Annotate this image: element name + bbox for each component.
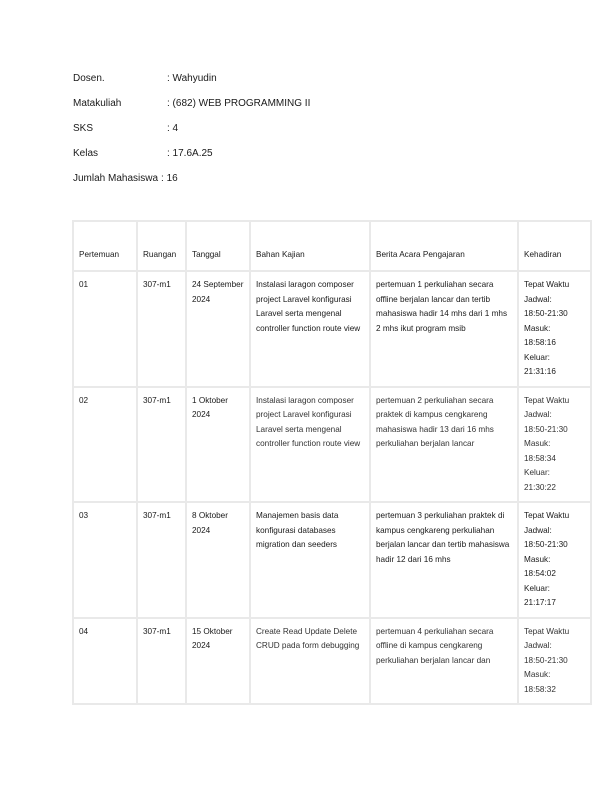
kehadiran-masuk-label: Masuk: <box>524 554 551 564</box>
cell-tanggal: 15 Oktober 2024 <box>186 618 250 705</box>
cell-tanggal: 1 Oktober 2024 <box>186 387 250 503</box>
header-bahan-kajian: Bahan Kajian <box>250 221 370 271</box>
info-value: : Wahyudin <box>167 73 217 84</box>
info-matakuliah <box>73 97 311 122</box>
kehadiran-jadwal-value: 18:50-21:30 <box>524 309 568 318</box>
info-value: : 17.6A.25 <box>167 148 213 159</box>
cell-berita-acara: pertemuan 4 perkuliahan secara offline di kampus cengkareng perkuliahan berjalan lancar dan <box>370 618 518 705</box>
kehadiran-masuk-label: Masuk: <box>524 323 551 333</box>
table-row <box>73 387 591 503</box>
kehadiran-jadwal-label: Jadwal: <box>524 641 552 650</box>
cell-pertemuan: 03 <box>73 502 137 618</box>
kehadiran-jadwal-label: Jadwal: <box>524 525 552 535</box>
header-tanggal: Tanggal <box>186 221 250 271</box>
info-label: Kelas <box>73 148 99 159</box>
cell-bahan-kajian: Instalasi laragon composer project Laravel konfigurasi Laravel serta mengenal controller function route view <box>250 271 370 387</box>
info-dosen <box>73 72 217 97</box>
kehadiran-masuk-value: 18:58:32 <box>524 684 556 694</box>
cell-tanggal: 24 September 2024 <box>186 271 250 387</box>
cell-tanggal: 8 Oktober 2024 <box>186 502 250 618</box>
cell-ruangan: 307-m1 <box>137 618 186 705</box>
kehadiran-status: Tepat Waktu <box>524 626 570 636</box>
info-value: : (682) WEB PROGRAMMING II <box>167 98 311 109</box>
kehadiran-keluar-label: Keluar: <box>524 583 550 593</box>
info-value: : 4 <box>167 123 179 134</box>
header-ruangan: Ruangan <box>137 221 186 271</box>
info-label: SKS <box>73 123 94 134</box>
kehadiran-masuk-value: 18:54:02 <box>524 569 556 578</box>
kehadiran-jadwal-label: Jadwal: <box>524 294 552 304</box>
table-row <box>73 618 591 705</box>
cell-ruangan: 307-m1 <box>137 502 186 618</box>
info-label: Dosen. <box>73 73 105 84</box>
cell-kehadiran <box>518 502 591 618</box>
kehadiran-masuk-label: Masuk: <box>524 439 551 448</box>
info-kelas <box>73 147 213 172</box>
kehadiran-jadwal-value: 18:50-21:30 <box>524 424 568 434</box>
kehadiran-keluar-value: 21:31:16 <box>524 367 556 376</box>
kehadiran-status: Tepat Waktu <box>524 511 570 520</box>
header-berita-acara: Berita Acara Pengajaran <box>370 221 518 271</box>
kehadiran-masuk-label: Masuk: <box>524 670 551 679</box>
cell-berita-acara: pertemuan 3 perkuliahan praktek di kampus cengkareng perkuliahan berjalan lancar dan tertib mahasiswa hadir 12 dari 16 mhs <box>370 502 518 618</box>
table-header-row <box>73 221 591 271</box>
cell-kehadiran <box>518 387 591 503</box>
info-label: Jumlah Mahasiswa <box>73 173 159 184</box>
cell-bahan-kajian: Create Read Update Delete CRUD pada form debugging <box>250 618 370 705</box>
kehadiran-keluar-label: Keluar: <box>524 468 550 477</box>
kehadiran-keluar-value: 21:17:17 <box>524 598 556 607</box>
kehadiran-status: Tepat Waktu <box>524 280 570 289</box>
info-value: : 16 <box>161 173 178 184</box>
header-pertemuan: Pertemuan <box>73 221 137 271</box>
cell-ruangan: 307-m1 <box>137 387 186 503</box>
kehadiran-keluar-value: 21:30:22 <box>524 482 556 492</box>
info-jumlah-mahasiswa <box>73 172 178 197</box>
cell-kehadiran <box>518 618 591 705</box>
cell-pertemuan: 04 <box>73 618 137 705</box>
cell-pertemuan: 02 <box>73 387 137 503</box>
cell-berita-acara: pertemuan 2 perkuliahan secara praktek di kampus cengkareng mahasiswa hadir 13 dari 16 mhs perkuliahan berjalan lancar <box>370 387 518 503</box>
cell-bahan-kajian: Instalasi laragon composer project Laravel konfigurasi Laravel serta mengenal controller function route view <box>250 387 370 503</box>
cell-berita-acara: pertemuan 1 perkuliahan secara offline berjalan lancar dan tertib mahasiswa hadir 14 mhs dari 1 mhs 2 mhs ikut program msib <box>370 271 518 387</box>
course-info <box>73 72 311 197</box>
kehadiran-keluar-label: Keluar: <box>524 352 550 362</box>
header-kehadiran: Kehadiran <box>518 221 591 271</box>
kehadiran-masuk-value: 18:58:34 <box>524 453 556 463</box>
kehadiran-status: Tepat Waktu <box>524 395 570 405</box>
cell-kehadiran <box>518 271 591 387</box>
info-sks <box>73 122 178 147</box>
kehadiran-jadwal-value: 18:50-21:30 <box>524 655 568 665</box>
kehadiran-masuk-value: 18:58:16 <box>524 338 556 347</box>
info-label: Matakuliah <box>73 98 122 109</box>
kehadiran-jadwal-label: Jadwal: <box>524 410 552 419</box>
cell-ruangan: 307-m1 <box>137 271 186 387</box>
kehadiran-jadwal-value: 18:50-21:30 <box>524 540 568 549</box>
attendance-table <box>72 220 592 705</box>
table-row <box>73 502 591 618</box>
table-row <box>73 271 591 387</box>
cell-pertemuan: 01 <box>73 271 137 387</box>
cell-bahan-kajian: Manajemen basis data konfigurasi databases migration dan seeders <box>250 502 370 618</box>
